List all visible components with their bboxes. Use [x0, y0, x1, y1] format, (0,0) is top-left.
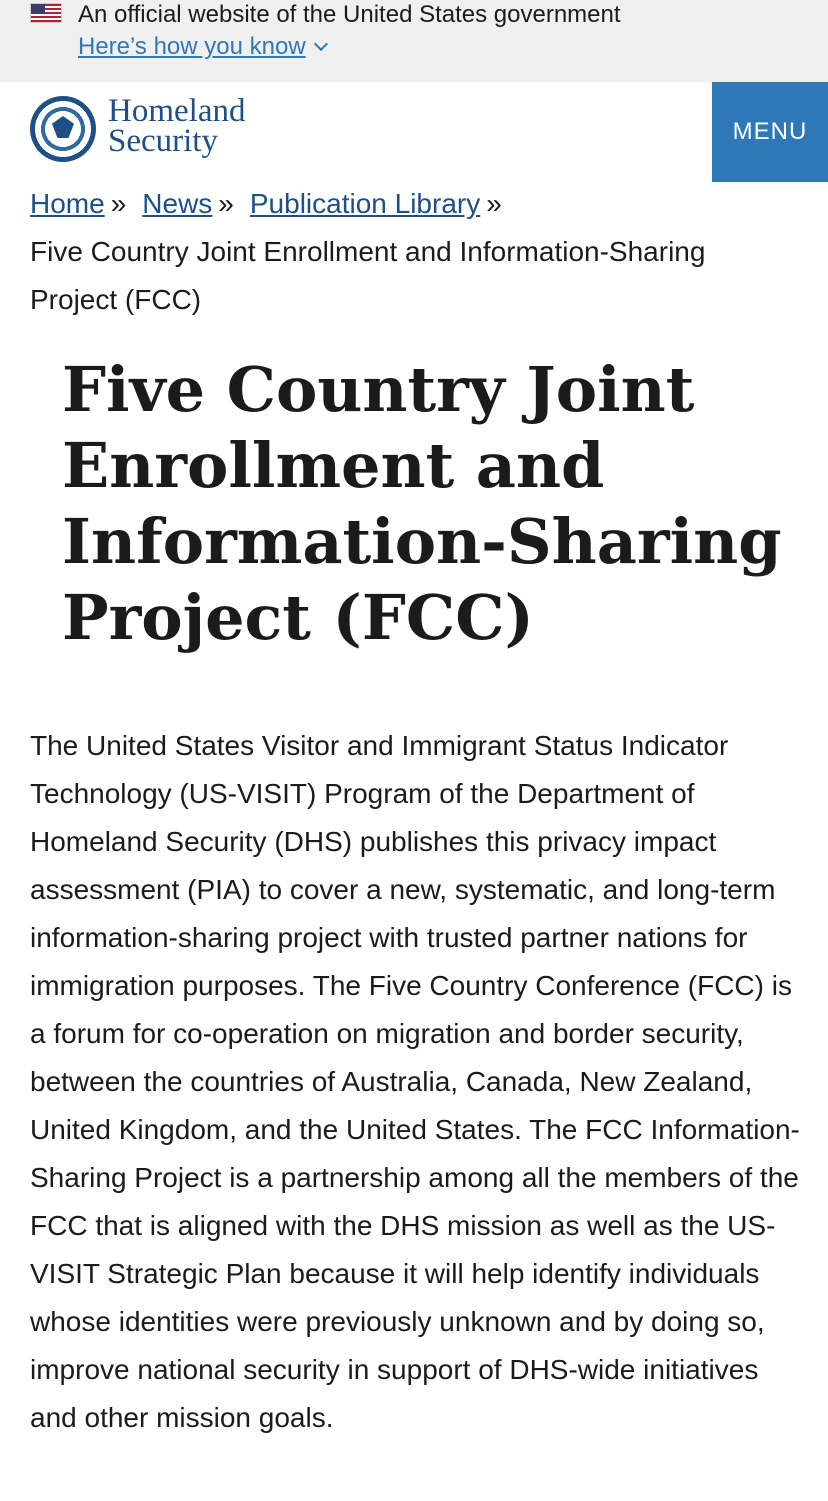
breadcrumb-separator: » [110, 188, 127, 219]
breadcrumb-current-page: Five Country Joint Enrollment and Information-Sharing Project (FCC) [30, 236, 706, 315]
how-you-know-label[interactable]: Here’s how you know [78, 33, 306, 60]
breadcrumb-publication-library-link[interactable]: Publication Library [249, 188, 481, 219]
page-title: Five Country Joint Enrollment and Information-Sharing Project (FCC) [62, 353, 782, 654]
page-body-text: The United States Visitor and Immigrant Status Indicator Technology (US-VISIT) Program of the Department of Homeland Security (DHS) publishes this privacy impact assessment (PIA) to cover a new, systematic, and long-term information-sharing project with trusted partner nations for immigration purposes. The Five Country Conference (FCC) is a forum for co-operation on migration and border security, between the countries of Australia, Canada, New Zealand, United Kingdom, and the United States. The FCC Information-Sharing Project is a partnership among all the members of the FCC that is aligned with the DHS mission as well as the US-VISIT Strategic Plan because it will help identify individuals whose identities were previously unknown and by doing so, improve national security in support of DHS-wide initiatives and other mission goals. [30, 730, 800, 1433]
breadcrumb-separator: » [486, 188, 502, 219]
breadcrumb-news-link[interactable]: News [142, 188, 213, 219]
chevron-down-icon[interactable] [314, 37, 328, 51]
dhs-seal-icon[interactable] [30, 96, 96, 162]
official-website-text: An official website of the United States government [78, 1, 621, 28]
logo-line-1: Homeland [108, 93, 246, 129]
official-gov-banner [0, 0, 828, 82]
logo-wordmark[interactable] [108, 93, 246, 159]
us-flag-icon [30, 3, 62, 23]
menu-button[interactable]: MENU [712, 82, 828, 182]
breadcrumb-separator: » [218, 188, 234, 219]
breadcrumb [30, 180, 790, 324]
logo-line-2: Security [108, 123, 218, 159]
eagle-icon [52, 116, 74, 138]
how-you-know-link[interactable] [78, 33, 326, 61]
breadcrumb-home-link[interactable]: Home [30, 188, 105, 219]
